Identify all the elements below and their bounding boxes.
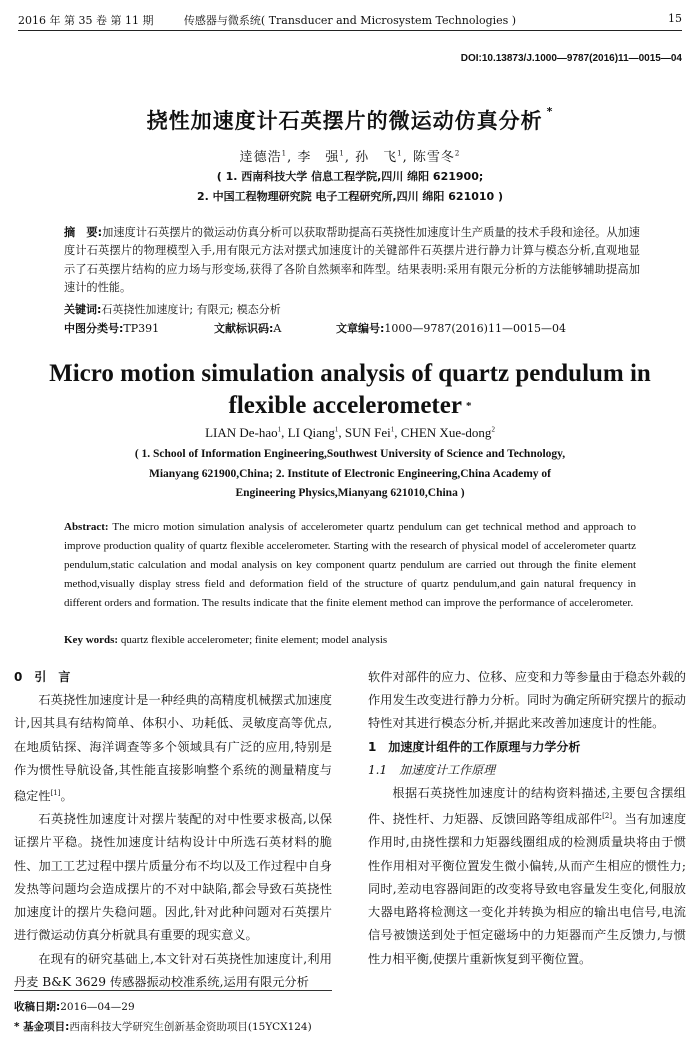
paragraph: 石英挠性加速度计对摆片装配的对中性要求极高,以保证摆片平稳。挠性加速度计结构设计中所选石英材料的脆性、加工工艺过程中摆片质量分布不均以及工作过程中自身发热等问题均会造成摆片的不对中缺陷,都会导致石英挠性加速度计的摆片失稳问题。因此,针对此种问题对石英摆片进行微运动仿真分析就具有重要的现实意义。 [14, 812, 332, 943]
doi: DOI:10.13873/J.1000—9787(2016)11—0015—04 [460, 53, 682, 64]
subsection-1-1-heading: 1.1 加速度计工作原理 [368, 762, 496, 777]
cn-doc-code: 文献标识码:A [214, 322, 282, 335]
cn-affiliation-1: ( 1. 西南科技大学 信息工程学院,四川 绵阳 621900; [216, 170, 484, 183]
cn-keywords: 关键词:石英挠性加速度计; 有限元; 模态分析 [64, 303, 281, 316]
header-rule [18, 30, 682, 31]
body-right-column [368, 666, 686, 971]
page-number: 15 [668, 12, 682, 25]
cn-abstract: 摘 要:加速度计石英摆片的微运动仿真分析可以获取帮助提高石英挠性加速度计生产质量的技术手段和途径。从加速度计石英摆片的物理模型入手,用有限元方法对摆式加速度计的关键部件石英摆片进行静力计算与模态分析,直观地显示了石英摆片结构的应力场与形变场,获得了各阶自然频率和阵型。结果表明:采用有限元分析的方法能够辅助提高加速计的性能。 [64, 226, 640, 294]
paragraph: 根据石英挠性加速度计的结构资料描述,主要包含摆组件、挠性杆、力矩器、反馈回路等组成部件[2]。当有加速度作用时,由挠性摆和力矩器线圈组成的检测质量块将由于惯性作用相对平衡位置发生微小偏转,从而产生相应的惯性力;同时,差动电容器间距的改变将导致电容量发生变化,伺服放大器电路将检测这一变化并转换为相应的输出电信号,电流信号被馈送到处于恒定磁场中的力矩器而产生反馈力,与惯性力相平衡,使摆片重新恢复到平衡位置。 [368, 786, 687, 966]
journal-name: 传感器与微系统( Transducer and Microsystem Technologies ) [183, 14, 517, 27]
paragraph: 在现有的研究基础上,本文针对石英挠性加速度计,利用丹麦 B&K 3629 传感器振动校准系统,运用有限元分析 [14, 951, 332, 989]
body-left-column [14, 666, 332, 994]
en-authors: LIAN De-hao$^1$, LI Qiang$^1$, SUN Fei$^1$, CHEN Xue-dong$^2$ [205, 425, 495, 440]
paragraph-continued: 软件对部件的应力、位移、应变和力等参量由于稳态外载的作用发生改变进行静力分析。同时为确定所研究摆片的振动特性对其进行模态分析,并据此来改善加速度计的性能。 [368, 670, 686, 731]
en-abstract: Abstract: The micro motion simulation analysis of accelerometer quartz pendulum can get technical method and approach to improve production quality of quartz flexible accelerometer. Starting with the research of physical model of accelerometer quartz pendulum,static calculation and modal analysis on key component quartz pendulum are carried out through the finite element method,visually display stress field and deformation field of the structure of quartz pendulum,and gain natural frequency in different orders and formation. The results indicate that the finite element method can improve the performance of accelerometer. [64, 521, 636, 609]
cn-article-no: 文章编号:1000—9787(2016)11—0015—04 [336, 322, 566, 335]
paragraph: 石英挠性加速度计是一种经典的高精度机械摆式加速度计,因其具有结构简单、体积小、功耗低、灵敏度高等优点,在地质钻探、海洋调查等多个领域具有广泛的应用,特别是作为惯性导航设备,其性能直接影响整个系统的测量精度与稳定性[1]。 [14, 693, 332, 804]
journal-issue: 2016 年 第 35 卷 第 11 期 [18, 14, 154, 27]
cn-authors: 逹德浩$^1$, 李 强$^1$, 孙 飞$^1$, 陈雪冬$^2$ [239, 149, 461, 165]
received-date: 收稿日期:2016—04—29 [14, 1001, 135, 1013]
cn-title: 挠性加速度计石英摆片的微运动仿真分析 * [146, 105, 554, 133]
section-1-heading: 1 加速度计组件的工作原理与力学分析 [368, 739, 581, 754]
footnote-rule [14, 990, 332, 991]
section-0-heading: 0 引 言 [14, 670, 71, 684]
fund-note: * 基金项目:西南科技大学研究生创新基金资助项目(15YCX124) [14, 1021, 312, 1033]
cn-clc: 中图分类号:TP391 [64, 322, 160, 335]
en-keywords: Key words: quartz flexible accelerometer; finite element; model analysis [64, 634, 388, 646]
en-title: Micro motion simulation analysis of quartz pendulum in flexible accelerometer * [49, 360, 651, 419]
cn-affiliation-2: 2. 中国工程物理研究院 电子工程研究所,四川 绵阳 621010 ) [196, 190, 504, 203]
en-affiliation: ( 1. School of Information Engineering,Southwest University of Science and Technology, Mianyang 621900,China; 2. Institute of Electronic Engineering,China Academy of Engineering Physics,Mianyang 621010,China ) [134, 448, 566, 499]
